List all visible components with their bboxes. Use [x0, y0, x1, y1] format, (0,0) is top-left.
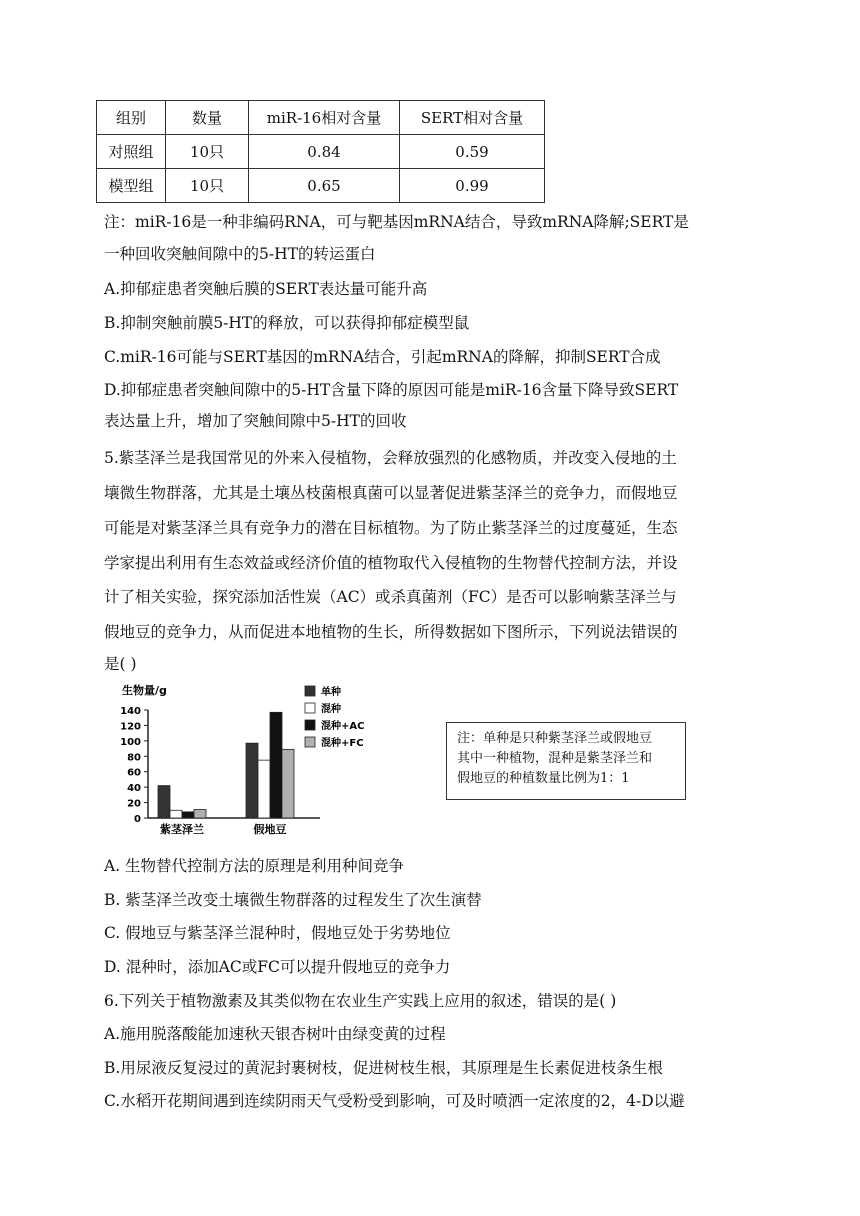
table-cell: 0.65	[249, 169, 400, 203]
header-cell: 组别	[97, 101, 166, 135]
q5-stem-line7: 是( )	[104, 655, 137, 673]
table-header-row	[97, 101, 545, 135]
q5-option-b: B. 紫茎泽兰改变土壤微生物群落的过程发生了次生演替	[104, 891, 482, 909]
q5-stem-line3: 可能是对紫茎泽兰具有竞争力的潜在目标植物。为了防止紫茎泽兰的过度蔓延，生态	[104, 519, 678, 537]
bar	[270, 712, 282, 818]
table-row	[97, 169, 545, 203]
table-cell: 模型组	[97, 169, 166, 203]
legend-label: 混种+FC	[321, 738, 364, 749]
chart-note-line1: 注：单种是只种紫茎泽兰或假地豆	[457, 731, 653, 746]
q5-stem-line5: 计了相关实验，探究添加活性炭（AC）或杀真菌剂（FC）是否可以影响紫茎泽兰与	[104, 588, 677, 606]
q5-option-d: D. 混种时，添加AC或FC可以提升假地豆的竞争力	[104, 958, 451, 976]
q5-stem-line1: 5.紫茎泽兰是我国常见的外来入侵植物，会释放强烈的化感物质，并改变入侵地的土	[104, 449, 677, 467]
x-category-label: 紫茎泽兰	[160, 823, 204, 836]
q4-option-d-line1: D.抑郁症患者突触间隙中的5-HT含量下降的原因可能是miR-16含量下降导致SERT	[104, 381, 679, 399]
y-tick-label: 140	[120, 706, 141, 717]
legend-swatch	[305, 720, 315, 730]
table-cell: 0.99	[400, 169, 545, 203]
legend-swatch	[305, 737, 315, 747]
y-tick-label: 60	[127, 767, 141, 779]
y-axis-label: 生物量/g	[122, 684, 167, 697]
bar	[246, 743, 258, 818]
table-cell: 0.59	[400, 135, 545, 169]
q5-stem-line2: 壤微生物群落，尤其是土壤丛枝菌根真菌可以显著促进紫茎泽兰的竞争力，而假地豆	[104, 484, 678, 502]
header-cell: SERT相对含量	[400, 101, 545, 135]
chart-note-box	[446, 722, 686, 800]
table-note-line2: 一种回收突触间隙中的5-HT的转运蛋白	[104, 245, 376, 263]
legend-swatch	[305, 703, 315, 713]
bar	[282, 749, 294, 818]
table-cell: 0.84	[249, 135, 400, 169]
legend-label: 混种+AC	[321, 721, 365, 732]
q5-stem-line4: 学家提出利用有生态效益或经济价值的植物取代入侵植物的生物替代控制方法，并设	[104, 554, 678, 572]
legend-swatch	[305, 686, 315, 696]
q6-stem: 6.下列关于植物激素及其类似物在农业生产实践上应用的叙述，错误的是( )	[104, 992, 617, 1010]
table-cell: 10只	[166, 135, 249, 169]
legend-label: 混种	[321, 704, 341, 715]
q5-option-c: C. 假地豆与紫茎泽兰混种时，假地豆处于劣势地位	[104, 924, 451, 942]
y-tick-label: 120	[120, 721, 141, 733]
header-cell: 数量	[166, 101, 249, 135]
chart-note-line2: 其中一种植物，混种是紫茎泽兰和	[457, 751, 653, 766]
x-category-label: 假地豆	[253, 823, 287, 836]
q5-stem-line6: 假地豆的竞争力，从而促进本地植物的生长，所得数据如下图所示，下列说法错误的	[104, 623, 678, 641]
q6-option-c: C.水稻开花期间遇到连续阴雨天气受粉受到影响，可及时喷洒一定浓度的2，4-D以避	[104, 1092, 685, 1110]
q6-option-b: B.用尿液反复浸过的黄泥封裹树枝，促进树枝生根，其原理是生长素促进枝条生根	[104, 1059, 663, 1077]
table-cell: 10只	[166, 169, 249, 203]
table-note-line1: 注：miR-16是一种非编码RNA，可与靶基因mRNA结合，导致mRNA降解;SERT是	[104, 213, 689, 231]
y-tick-label: 40	[127, 783, 141, 795]
q4-option-b: B.抑制突触前膜5-HT的释放，可以获得抑郁症模型鼠	[104, 314, 470, 332]
y-tick-label: 0	[134, 814, 141, 825]
data-table	[96, 100, 545, 203]
bar	[258, 760, 270, 818]
bar	[170, 810, 182, 818]
table-cell: 对照组	[97, 135, 166, 169]
q4-option-a: A.抑郁症患者突触后膜的SERT表达量可能升高	[104, 280, 428, 298]
table-row	[97, 135, 545, 169]
q4-option-c: C.miR-16可能与SERT基因的mRNA结合，引起mRNA的降解，抑制SERT合成	[104, 348, 661, 366]
bar	[182, 812, 194, 818]
bar	[194, 810, 206, 818]
q6-option-a: A.施用脱落酸能加速秋天银杏树叶由绿变黄的过程	[104, 1025, 446, 1043]
y-tick-label: 80	[127, 752, 141, 764]
q4-option-d-line2: 表达量上升，增加了突触间隙中5-HT的回收	[104, 412, 407, 430]
q5-option-a: A. 生物替代控制方法的原理是利用种间竞争	[104, 857, 405, 875]
y-tick-label: 100	[120, 736, 141, 748]
y-tick-label: 20	[127, 798, 141, 810]
chart-note-line3: 假地豆的种植数量比例为1：1	[457, 771, 630, 786]
biomass-bar-chart	[100, 680, 430, 840]
header-cell: miR-16相对含量	[249, 101, 400, 135]
legend-label: 单种	[321, 687, 341, 698]
bar	[158, 786, 170, 818]
